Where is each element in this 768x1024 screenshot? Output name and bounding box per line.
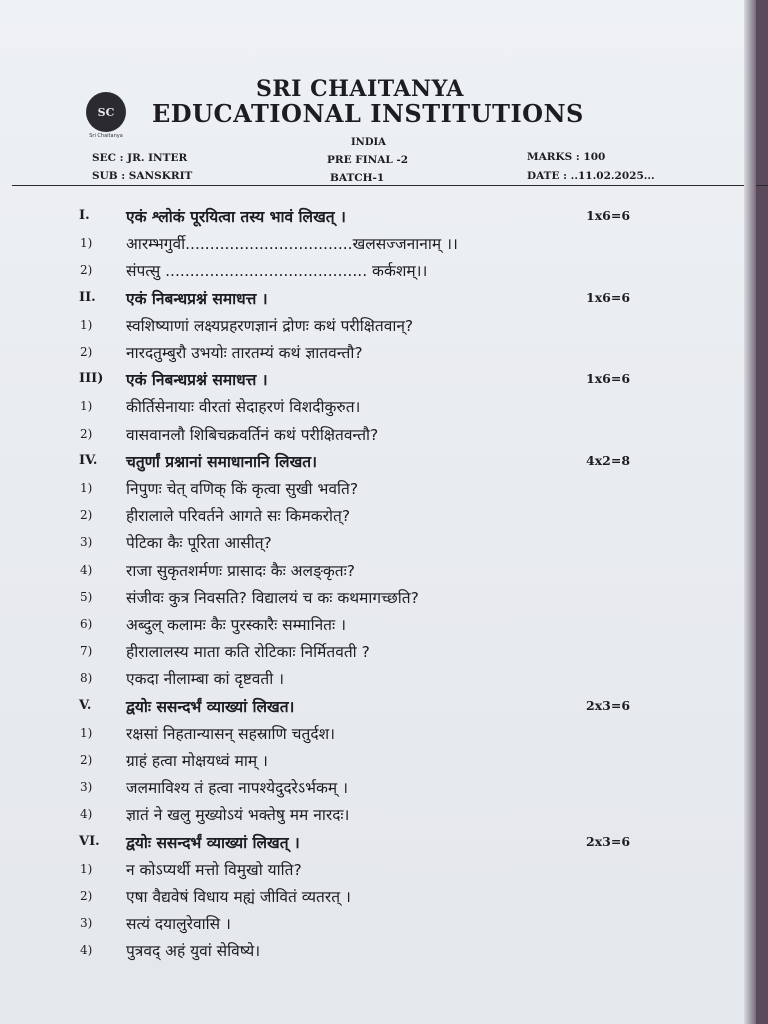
section-label: SEC : JR. INTER (92, 152, 188, 164)
question-text: एषा वैद्यवेषं विधाय मह्यं जीवितं व्यतरत् । (126, 888, 351, 906)
question-number: 5) (80, 589, 93, 604)
question-item (0, 586, 756, 612)
exam-label: PRE FINAL -2 (327, 154, 409, 166)
question-number: 2) (80, 426, 93, 441)
question-item (0, 423, 756, 449)
page-edge (744, 0, 756, 1024)
question-text: जलमाविश्य तं हत्वा नापश्येदुदरेऽर्भकम् । (126, 779, 348, 798)
question-text: हीरालाले परिवर्तने आगते सः किमकरोत्? (126, 507, 351, 526)
question-item (0, 395, 756, 421)
question-item (0, 259, 756, 285)
section-number: V. (79, 697, 92, 713)
question-text: पेटिका कैः पूरिता आसीत्? (126, 534, 272, 553)
section-heading (0, 831, 756, 857)
question-item (0, 232, 756, 258)
question-number: 2) (80, 753, 93, 767)
question-number: 4) (80, 807, 93, 822)
question-item (0, 613, 756, 639)
question-text: संपत्सु ......................................... कर्कशम्।। (126, 262, 428, 281)
question-text: ज्ञातं ने खलु मुख्योऽयं भक्तेषु मम नारदः। (126, 806, 350, 825)
question-item (0, 640, 756, 666)
question-item (0, 559, 756, 585)
section-marks: 1x6=6 (586, 289, 631, 305)
question-text: कीर्तिसेनायाः वीरतां सेदाहरणं विशदीकुरुत। (126, 398, 361, 417)
question-text: एकदा नीलाम्बा कां दृष्टवती । (126, 670, 285, 689)
question-number: 2) (80, 508, 93, 523)
section-title: एकं निबन्धप्रश्नं समाधत्त । (126, 371, 268, 390)
country-label: INDIA (351, 137, 386, 148)
question-item (0, 885, 756, 911)
question-text: आरम्भगुर्वी..................................खलसज्जनानाम् ।। (126, 235, 458, 254)
section-marks: 4x2=8 (586, 452, 631, 468)
logo-caption: Sri Chaitanya (89, 133, 123, 139)
question-number: 4) (80, 943, 93, 958)
question-number: 1) (80, 317, 93, 332)
question-text: स्वशिष्याणां लक्ष्यप्रहरणज्ञानं द्रोणः कथं परीक्षितवान्? (126, 316, 414, 335)
question-text: निपुणः चेत् वणिक् किं कृत्वा सुखी भवति? (126, 480, 359, 498)
question-text: नारदतुम्बुरौ उभयोः तारतम्यं कथं ज्ञातवन्तौ? (126, 344, 363, 362)
question-item (0, 803, 756, 829)
question-number: 2) (80, 889, 93, 903)
section-number: VI. (79, 833, 100, 849)
exam-date-label: DATE : ..11.02.2025... (527, 170, 655, 182)
question-item (0, 531, 756, 557)
question-text: संजीवः कुत्र निवसति? विद्यालयं च कः कथमागच्छति? (126, 588, 419, 607)
question-text: ग्राहं हत्वा मोक्षयध्वं माम् । (126, 752, 268, 770)
question-item (0, 477, 756, 503)
question-number: 3) (80, 780, 93, 795)
question-text: अब्दुल् कलामः कैः पुरस्कारैः सम्मानितः । (126, 616, 346, 634)
question-item (0, 749, 756, 775)
section-heading (0, 205, 756, 231)
section-number: IV. (79, 452, 98, 468)
section-heading (0, 287, 756, 313)
question-item (0, 776, 756, 802)
question-number: 7) (80, 644, 93, 659)
question-text: पुत्रवद् अहं युवां सेविष्ये। (126, 942, 261, 961)
question-text: हीरालालस्य माता कति रोटिकाः निर्मितवती ? (126, 643, 370, 662)
question-number: 8) (80, 671, 93, 686)
question-number: 4) (80, 562, 93, 577)
question-item (0, 341, 756, 367)
section-title: एकं श्लोकं पूरयित्वा तस्य भावं लिखत् । (126, 208, 346, 226)
question-number: 1) (80, 481, 93, 495)
section-heading (0, 368, 756, 394)
section-title: चतुर्णां प्रश्नानां समाधानानि लिखत। (126, 452, 317, 471)
section-title: द्वयोः ससन्दर्भं व्याख्यां लिखत् । (126, 833, 300, 852)
question-number: 2) (80, 263, 93, 278)
question-number: 2) (80, 345, 93, 359)
section-number: I. (79, 208, 90, 223)
question-item (0, 939, 756, 965)
total-marks-label: MARKS : 100 (527, 151, 606, 163)
section-heading (0, 450, 756, 476)
question-number: 3) (80, 916, 93, 931)
section-title: एकं निबन्धप्रश्नं समाधत्त । (126, 289, 268, 308)
question-item (0, 722, 756, 748)
question-item (0, 667, 756, 693)
batch-label: BATCH-1 (330, 172, 385, 184)
section-marks: 1x6=6 (586, 208, 631, 223)
question-text: रक्षसां निहतान्यासन् सहस्राणि चतुर्दश। (126, 724, 335, 743)
question-number: 6) (80, 617, 93, 631)
question-item (0, 912, 756, 938)
header-divider (12, 185, 768, 186)
institution-logo (84, 92, 128, 138)
question-item (0, 504, 756, 530)
question-text: वासवानलौ शिबिचक्रवर्तिनं कथं परीक्षितवन्तौ? (126, 425, 379, 444)
subject-label: SUB : SANSKRIT (92, 170, 193, 182)
question-text: न कोऽप्यर्थी मत्तो विमुखो याति? (126, 860, 302, 879)
section-marks: 2x3=6 (586, 697, 631, 713)
question-item (0, 314, 756, 340)
institution-name-line1: SRI CHAITANYA (256, 76, 464, 102)
question-number: 1) (80, 399, 93, 414)
question-number: 3) (80, 535, 93, 550)
section-number: II. (79, 289, 96, 305)
institution-name-line2: EDUCATIONAL INSTITUTIONS (152, 99, 584, 128)
section-title: द्वयोः ससन्दर्भं व्याख्यां लिखत। (126, 697, 295, 716)
section-marks: 1x6=6 (586, 371, 631, 387)
section-heading (0, 695, 756, 721)
question-text: सत्यं दयालुरेवासि । (126, 915, 231, 934)
question-item (0, 858, 756, 884)
section-number: III) (79, 371, 104, 387)
question-number: 1) (80, 236, 93, 251)
question-number: 1) (80, 861, 93, 876)
question-text: राजा सुकृतशर्मणः प्रासादः कैः अलङ्कृतः? (126, 561, 355, 580)
section-marks: 2x3=6 (586, 833, 631, 849)
logo-emblem-icon: SC (86, 92, 126, 132)
question-number: 1) (80, 725, 93, 740)
